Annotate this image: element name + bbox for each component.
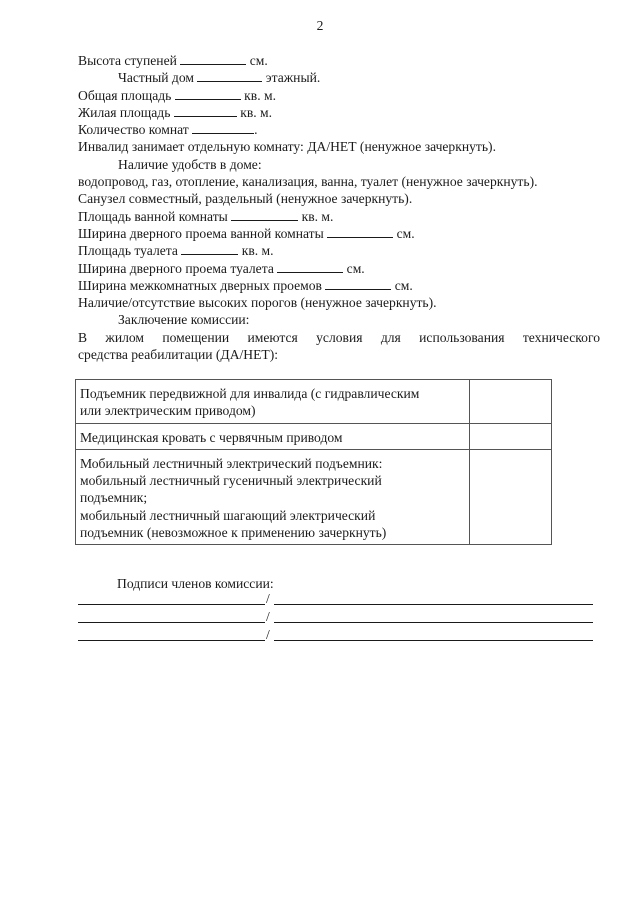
bathroom-door-line (78, 225, 600, 242)
bathroom-door-label: Ширина дверного проема ванной комнаты (78, 225, 324, 241)
step-height-field[interactable] (180, 52, 246, 65)
interior-doors-field[interactable] (325, 277, 391, 290)
interior-doors-label: Ширина межкомнатных дверных проемов (78, 277, 322, 293)
bathroom-area-unit: кв. м. (301, 208, 334, 224)
signature-name-field[interactable] (274, 592, 593, 605)
equipment-text-line: подъемник (невозможное к применению зачеркнуть) (80, 525, 387, 541)
private-house-unit: этажный. (265, 70, 321, 86)
toilet-area-line (78, 242, 600, 259)
living-area-line (78, 104, 600, 121)
signature-field[interactable] (78, 610, 265, 623)
conclusion-text-1: В жилом помещении имеются условия для использования технического (78, 329, 600, 345)
interior-doors-unit: см. (394, 277, 413, 293)
toilet-door-field[interactable] (277, 260, 343, 273)
equipment-text-line: мобильный лестничный шагающий электрический (80, 507, 376, 523)
signature-field[interactable] (78, 592, 265, 605)
rooms-count-field[interactable] (192, 121, 254, 134)
total-area-unit: кв. м. (244, 87, 276, 103)
rooms-count-period: . (254, 122, 258, 138)
table-row (76, 449, 552, 544)
living-area-unit: кв. м. (240, 104, 273, 120)
amenities-title: Наличие удобств в доме: (118, 156, 262, 172)
private-house-line (78, 69, 600, 86)
step-height-label: Высота ступеней (78, 53, 177, 68)
signature-separator: / (266, 591, 270, 606)
step-height-line (78, 52, 600, 69)
bathroom-door-unit: см. (396, 225, 415, 241)
equipment-cell (76, 449, 470, 544)
toilet-door-line (78, 260, 600, 277)
signature-separator: / (266, 609, 270, 624)
equipment-text-line: Мобильный лестничный электрический подъемник: (80, 455, 383, 471)
living-area-label: Жилая площадь (78, 104, 171, 120)
signature-line (78, 628, 593, 642)
toilet-area-label: Площадь туалета (78, 243, 178, 259)
answer-cell[interactable] (470, 449, 552, 544)
bathroom-area-label: Площадь ванной комнаты (78, 208, 228, 224)
signature-field[interactable] (78, 628, 265, 641)
total-area-line (78, 87, 600, 104)
conclusion-title: Заключение комиссии: (118, 312, 250, 328)
total-area-label: Общая площадь (78, 87, 172, 103)
living-area-field[interactable] (174, 104, 237, 117)
signature-name-field[interactable] (274, 610, 593, 623)
bathroom-area-field[interactable] (231, 208, 298, 221)
equipment-text-line: Медицинская кровать с червячным приводом (80, 429, 343, 445)
step-height-unit: см. (249, 53, 268, 68)
equipment-text-line: мобильный лестничный гусеничный электрический (80, 473, 382, 489)
equipment-text-line: или электрическим приводом) (80, 403, 256, 419)
private-house-label: Частный дом (118, 70, 194, 86)
equipment-text-line: подъемник; (80, 490, 148, 506)
private-house-floors-field[interactable] (197, 69, 262, 82)
total-area-field[interactable] (175, 87, 241, 100)
bathroom-door-field[interactable] (327, 225, 393, 238)
equipment-table (75, 379, 552, 545)
signatures-title: Подписи членов комиссии: (117, 576, 274, 591)
signature-name-field[interactable] (274, 628, 593, 641)
rooms-count-label: Количество комнат (78, 122, 189, 138)
answer-cell[interactable] (470, 380, 552, 424)
answer-cell[interactable] (470, 423, 552, 449)
toilet-door-label: Ширина дверного проема туалета (78, 260, 274, 276)
conclusion-text-2: средства реабилитации (ДА/НЕТ): (78, 347, 279, 363)
separate-room-line: Инвалид занимает отдельную комнату: ДА/НЕТ (ненужное зачеркнуть). (78, 139, 496, 155)
page-number: 2 (316, 18, 324, 33)
toilet-area-unit: кв. м. (241, 243, 274, 259)
form-body (78, 52, 600, 363)
bathroom-type-line: Санузел совместный, раздельный (ненужное зачеркнуть). (78, 191, 413, 207)
signature-line (78, 592, 593, 606)
toilet-area-field[interactable] (181, 242, 238, 255)
amenities-list: водопровод, газ, отопление, канализация, ванна, туалет (ненужное зачеркнуть). (78, 174, 538, 190)
signature-separator: / (266, 627, 270, 642)
interior-doors-line (78, 277, 600, 294)
bathroom-area-line (78, 208, 600, 225)
signature-line (78, 610, 593, 624)
equipment-cell (76, 380, 470, 424)
equipment-text-line: Подъемник передвижной для инвалида (с гидравлическим (80, 386, 420, 401)
thresholds-line: Наличие/отсутствие высоких порогов (ненужное зачеркнуть). (78, 295, 437, 311)
toilet-door-unit: см. (346, 260, 365, 276)
equipment-cell (76, 423, 470, 449)
table-row (76, 380, 552, 424)
rooms-count-line (78, 121, 600, 138)
table-row (76, 423, 552, 449)
